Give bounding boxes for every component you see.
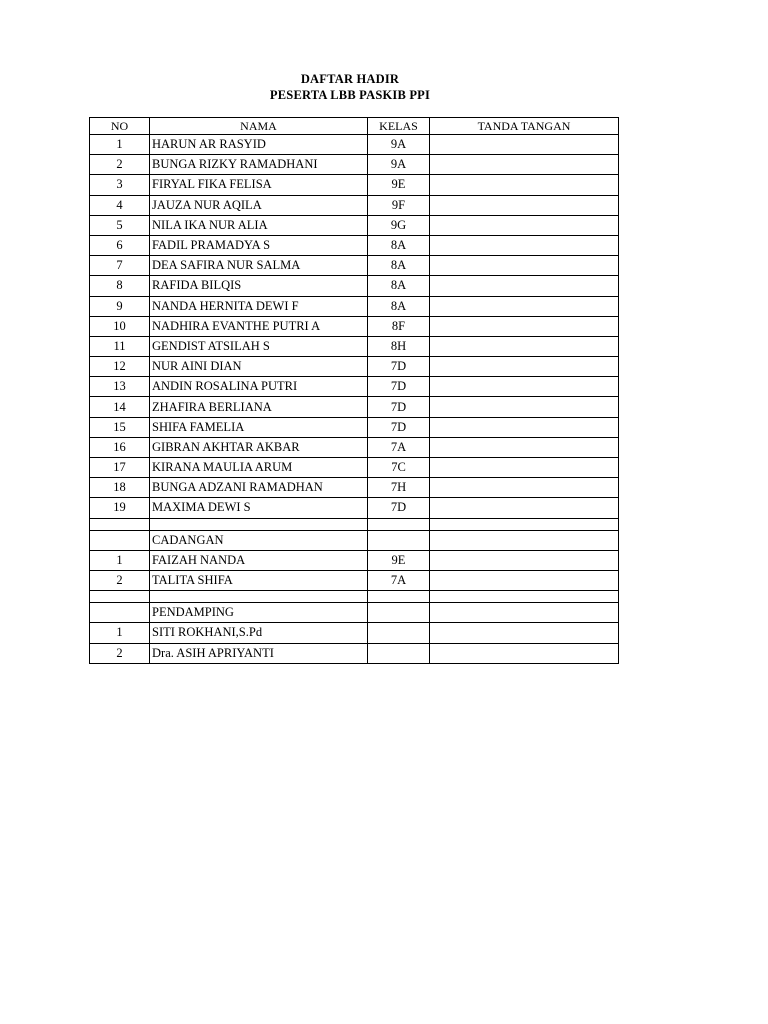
empty-cell xyxy=(90,603,150,623)
cell-no: 5 xyxy=(90,215,150,235)
cell-nama: JAUZA NUR AQILA xyxy=(150,195,368,215)
reserve-row xyxy=(90,570,619,590)
cell-kelas: 9F xyxy=(368,195,430,215)
document-subtitle: PESERTA LBB PASKIB PPI xyxy=(269,88,431,102)
cell-tanda-tangan xyxy=(430,570,619,590)
cell-kelas: 9E xyxy=(368,550,430,570)
empty-cell xyxy=(430,530,619,550)
cell-no: 8 xyxy=(90,276,150,296)
section-label: PENDAMPING xyxy=(150,603,368,623)
cell-tanda-tangan xyxy=(430,498,619,518)
column-header-nama: NAMA xyxy=(150,118,368,135)
cell-nama: RAFIDA BILQIS xyxy=(150,276,368,296)
cell-no: 14 xyxy=(90,397,150,417)
cell-no: 1 xyxy=(90,135,150,155)
cell-nama: MAXIMA DEWI S xyxy=(150,498,368,518)
cell-tanda-tangan xyxy=(430,175,619,195)
participant-row xyxy=(90,357,619,377)
column-header-kelas: KELAS xyxy=(368,118,430,135)
companion-row xyxy=(90,623,619,643)
cell-no: 17 xyxy=(90,458,150,478)
cell-no: 1 xyxy=(90,623,150,643)
empty-cell xyxy=(430,518,619,530)
cell-kelas: 7D xyxy=(368,397,430,417)
participant-row xyxy=(90,256,619,276)
cell-nama: SITI ROKHANI,S.Pd xyxy=(150,623,368,643)
cell-tanda-tangan xyxy=(430,316,619,336)
empty-cell xyxy=(368,603,430,623)
cell-nama: BUNGA ADZANI RAMADHAN xyxy=(150,478,368,498)
participant-row xyxy=(90,276,619,296)
empty-cell xyxy=(368,518,430,530)
spacer-row xyxy=(90,591,619,603)
cell-kelas: 7A xyxy=(368,437,430,457)
participant-row xyxy=(90,215,619,235)
cell-no: 2 xyxy=(90,155,150,175)
empty-cell xyxy=(150,591,368,603)
empty-cell xyxy=(90,591,150,603)
cell-kelas: 7H xyxy=(368,478,430,498)
cell-kelas: 8H xyxy=(368,336,430,356)
cell-nama: BUNGA RIZKY RAMADHANI xyxy=(150,155,368,175)
participant-row xyxy=(90,155,619,175)
attendance-table-body xyxy=(90,135,619,664)
cell-tanda-tangan xyxy=(430,357,619,377)
empty-cell xyxy=(368,591,430,603)
cell-no: 1 xyxy=(90,550,150,570)
cell-no: 6 xyxy=(90,235,150,255)
cell-kelas xyxy=(368,623,430,643)
cell-no: 13 xyxy=(90,377,150,397)
cell-kelas: 7D xyxy=(368,417,430,437)
cell-tanda-tangan xyxy=(430,296,619,316)
participant-row xyxy=(90,235,619,255)
cell-nama: ZHAFIRA BERLIANA xyxy=(150,397,368,417)
cell-tanda-tangan xyxy=(430,623,619,643)
cell-kelas: 8A xyxy=(368,276,430,296)
companion-row xyxy=(90,643,619,663)
cell-kelas: 8A xyxy=(368,296,430,316)
reserve-row xyxy=(90,550,619,570)
cell-kelas: 8A xyxy=(368,256,430,276)
cell-kelas: 7C xyxy=(368,458,430,478)
cell-no: 12 xyxy=(90,357,150,377)
cell-kelas: 7D xyxy=(368,357,430,377)
participant-row xyxy=(90,296,619,316)
spacer-row xyxy=(90,518,619,530)
cell-no: 10 xyxy=(90,316,150,336)
cell-kelas: 9A xyxy=(368,155,430,175)
cell-nama: FADIL PRAMADYA S xyxy=(150,235,368,255)
participant-row xyxy=(90,135,619,155)
cell-nama: NUR AINI DIAN xyxy=(150,357,368,377)
empty-cell xyxy=(430,591,619,603)
cell-tanda-tangan xyxy=(430,478,619,498)
column-header-tanda-tangan: TANDA TANGAN xyxy=(430,118,619,135)
cell-nama: NANDA HERNITA DEWI F xyxy=(150,296,368,316)
cell-kelas: 7A xyxy=(368,570,430,590)
participant-row xyxy=(90,316,619,336)
empty-cell xyxy=(90,530,150,550)
cell-tanda-tangan xyxy=(430,377,619,397)
cell-nama: SHIFA FAMELIA xyxy=(150,417,368,437)
cell-nama: NILA IKA NUR ALIA xyxy=(150,215,368,235)
cell-tanda-tangan xyxy=(430,135,619,155)
empty-cell xyxy=(90,518,150,530)
cell-nama: NADHIRA EVANTHE PUTRI A xyxy=(150,316,368,336)
table-header-row xyxy=(90,118,619,135)
cell-nama: ANDIN ROSALINA PUTRI xyxy=(150,377,368,397)
cell-nama: TALITA SHIFA xyxy=(150,570,368,590)
participant-row xyxy=(90,458,619,478)
cell-tanda-tangan xyxy=(430,643,619,663)
cell-nama: KIRANA MAULIA ARUM xyxy=(150,458,368,478)
attendance-table xyxy=(89,117,619,664)
cell-tanda-tangan xyxy=(430,155,619,175)
cell-kelas: 9G xyxy=(368,215,430,235)
cell-tanda-tangan xyxy=(430,397,619,417)
cell-nama: GIBRAN AKHTAR AKBAR xyxy=(150,437,368,457)
cell-tanda-tangan xyxy=(430,550,619,570)
section-label: CADANGAN xyxy=(150,530,368,550)
empty-cell xyxy=(368,530,430,550)
cell-kelas: 9E xyxy=(368,175,430,195)
cell-kelas xyxy=(368,643,430,663)
section-cadangan xyxy=(90,530,619,550)
cell-tanda-tangan xyxy=(430,215,619,235)
participant-row xyxy=(90,175,619,195)
document-title: DAFTAR HADIR xyxy=(300,72,400,86)
cell-no: 9 xyxy=(90,296,150,316)
participant-row xyxy=(90,195,619,215)
cell-tanda-tangan xyxy=(430,195,619,215)
cell-tanda-tangan xyxy=(430,437,619,457)
cell-no: 3 xyxy=(90,175,150,195)
empty-cell xyxy=(150,518,368,530)
cell-no: 15 xyxy=(90,417,150,437)
cell-no: 16 xyxy=(90,437,150,457)
participant-row xyxy=(90,478,619,498)
participant-row xyxy=(90,397,619,417)
cell-tanda-tangan xyxy=(430,276,619,296)
cell-no: 2 xyxy=(90,643,150,663)
participant-row xyxy=(90,437,619,457)
empty-cell xyxy=(430,603,619,623)
cell-kelas: 7D xyxy=(368,377,430,397)
cell-kelas: 7D xyxy=(368,498,430,518)
cell-no: 19 xyxy=(90,498,150,518)
cell-tanda-tangan xyxy=(430,256,619,276)
cell-nama: FIRYAL FIKA FELISA xyxy=(150,175,368,195)
cell-no: 18 xyxy=(90,478,150,498)
cell-no: 2 xyxy=(90,570,150,590)
column-header-no: NO xyxy=(90,118,150,135)
cell-nama: FAIZAH NANDA xyxy=(150,550,368,570)
cell-no: 4 xyxy=(90,195,150,215)
cell-no: 7 xyxy=(90,256,150,276)
cell-tanda-tangan xyxy=(430,336,619,356)
participant-row xyxy=(90,336,619,356)
cell-kelas: 8A xyxy=(368,235,430,255)
cell-kelas: 8F xyxy=(368,316,430,336)
cell-nama: HARUN AR RASYID xyxy=(150,135,368,155)
cell-kelas: 9A xyxy=(368,135,430,155)
section-pendamping xyxy=(90,603,619,623)
cell-no: 11 xyxy=(90,336,150,356)
participant-row xyxy=(90,377,619,397)
cell-tanda-tangan xyxy=(430,458,619,478)
cell-nama: DEA SAFIRA NUR SALMA xyxy=(150,256,368,276)
cell-nama: GENDIST ATSILAH S xyxy=(150,336,368,356)
participant-row xyxy=(90,417,619,437)
cell-tanda-tangan xyxy=(430,235,619,255)
cell-tanda-tangan xyxy=(430,417,619,437)
cell-nama: Dra. ASIH APRIYANTI xyxy=(150,643,368,663)
participant-row xyxy=(90,498,619,518)
